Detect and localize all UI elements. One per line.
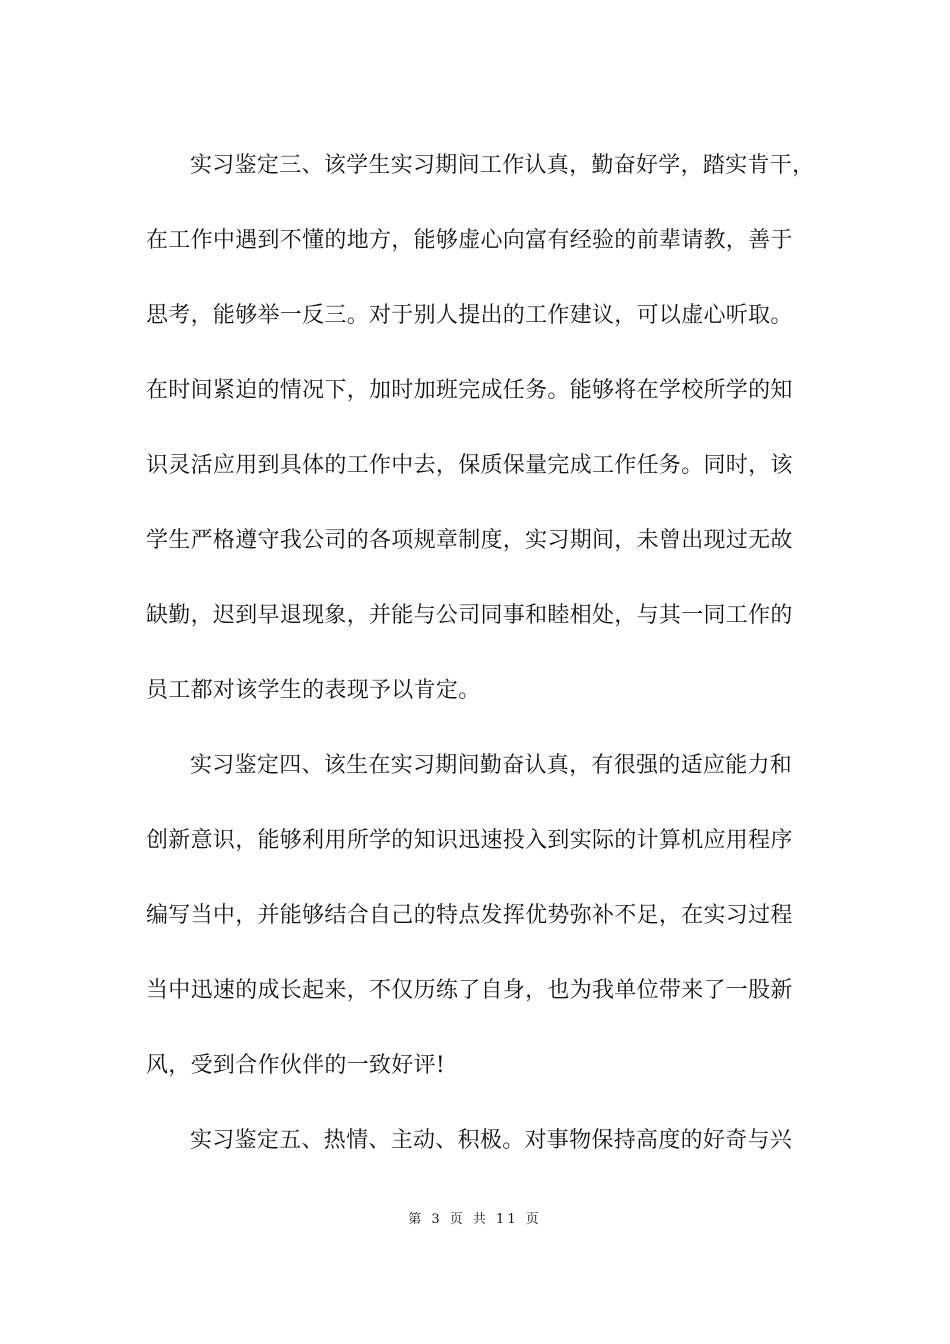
paragraph-internship-evaluation-3 (146, 128, 815, 728)
paragraph-line: 识灵活应用到具体的工作中去，保质保量完成工作任务。同时，该 (146, 453, 793, 478)
paragraph-line: 员工都对该学生的表现予以肯定。 (146, 678, 481, 703)
paragraph-line: 学生严格遵守我公司的各项规章制度，实习期间，未曾出现过无故 (146, 528, 793, 553)
paragraph-line: 实习鉴定三、该学生实习期间工作认真，勤奋好学，踏实肯干， (190, 153, 815, 178)
paragraph-line: 风，受到合作伙伴的一致好评! (146, 1053, 446, 1078)
paragraph-internship-evaluation-4 (146, 728, 810, 1103)
page-number-footer: 第 3 页 共 11 页 (408, 1212, 542, 1227)
document-body (146, 128, 815, 1178)
paragraph-line: 缺勤，迟到早退现象，并能与公司同事和睦相处，与其一同工作的 (146, 603, 793, 628)
paragraph-line: 创新意识，能够利用所学的知识迅速投入到实际的计算机应用程序 (146, 828, 793, 853)
paragraph-line: 实习鉴定四、该生在实习期间勤奋认真，有很强的适应能力和 (190, 753, 793, 778)
paragraph-line: 当中迅速的成长起来，不仅历练了自身，也为我单位带来了一股新 (146, 978, 793, 1003)
paragraph-line: 在工作中遇到不懂的地方，能够虚心向富有经验的前辈请教，善于 (146, 228, 793, 253)
paragraph-line: 思考，能够举一反三。对于别人提出的工作建议，可以虚心听取。 (146, 303, 793, 328)
paragraph-line: 在时间紧迫的情况下，加时加班完成任务。能够将在学校所学的知 (146, 378, 793, 403)
paragraph-line: 实习鉴定五、热情、主动、积极。对事物保持高度的好奇与兴 (190, 1128, 793, 1153)
paragraph-line: 编写当中，并能够结合自己的特点发挥优势弥补不足，在实习过程 (146, 903, 793, 928)
paragraph-internship-evaluation-5 (146, 1103, 810, 1178)
